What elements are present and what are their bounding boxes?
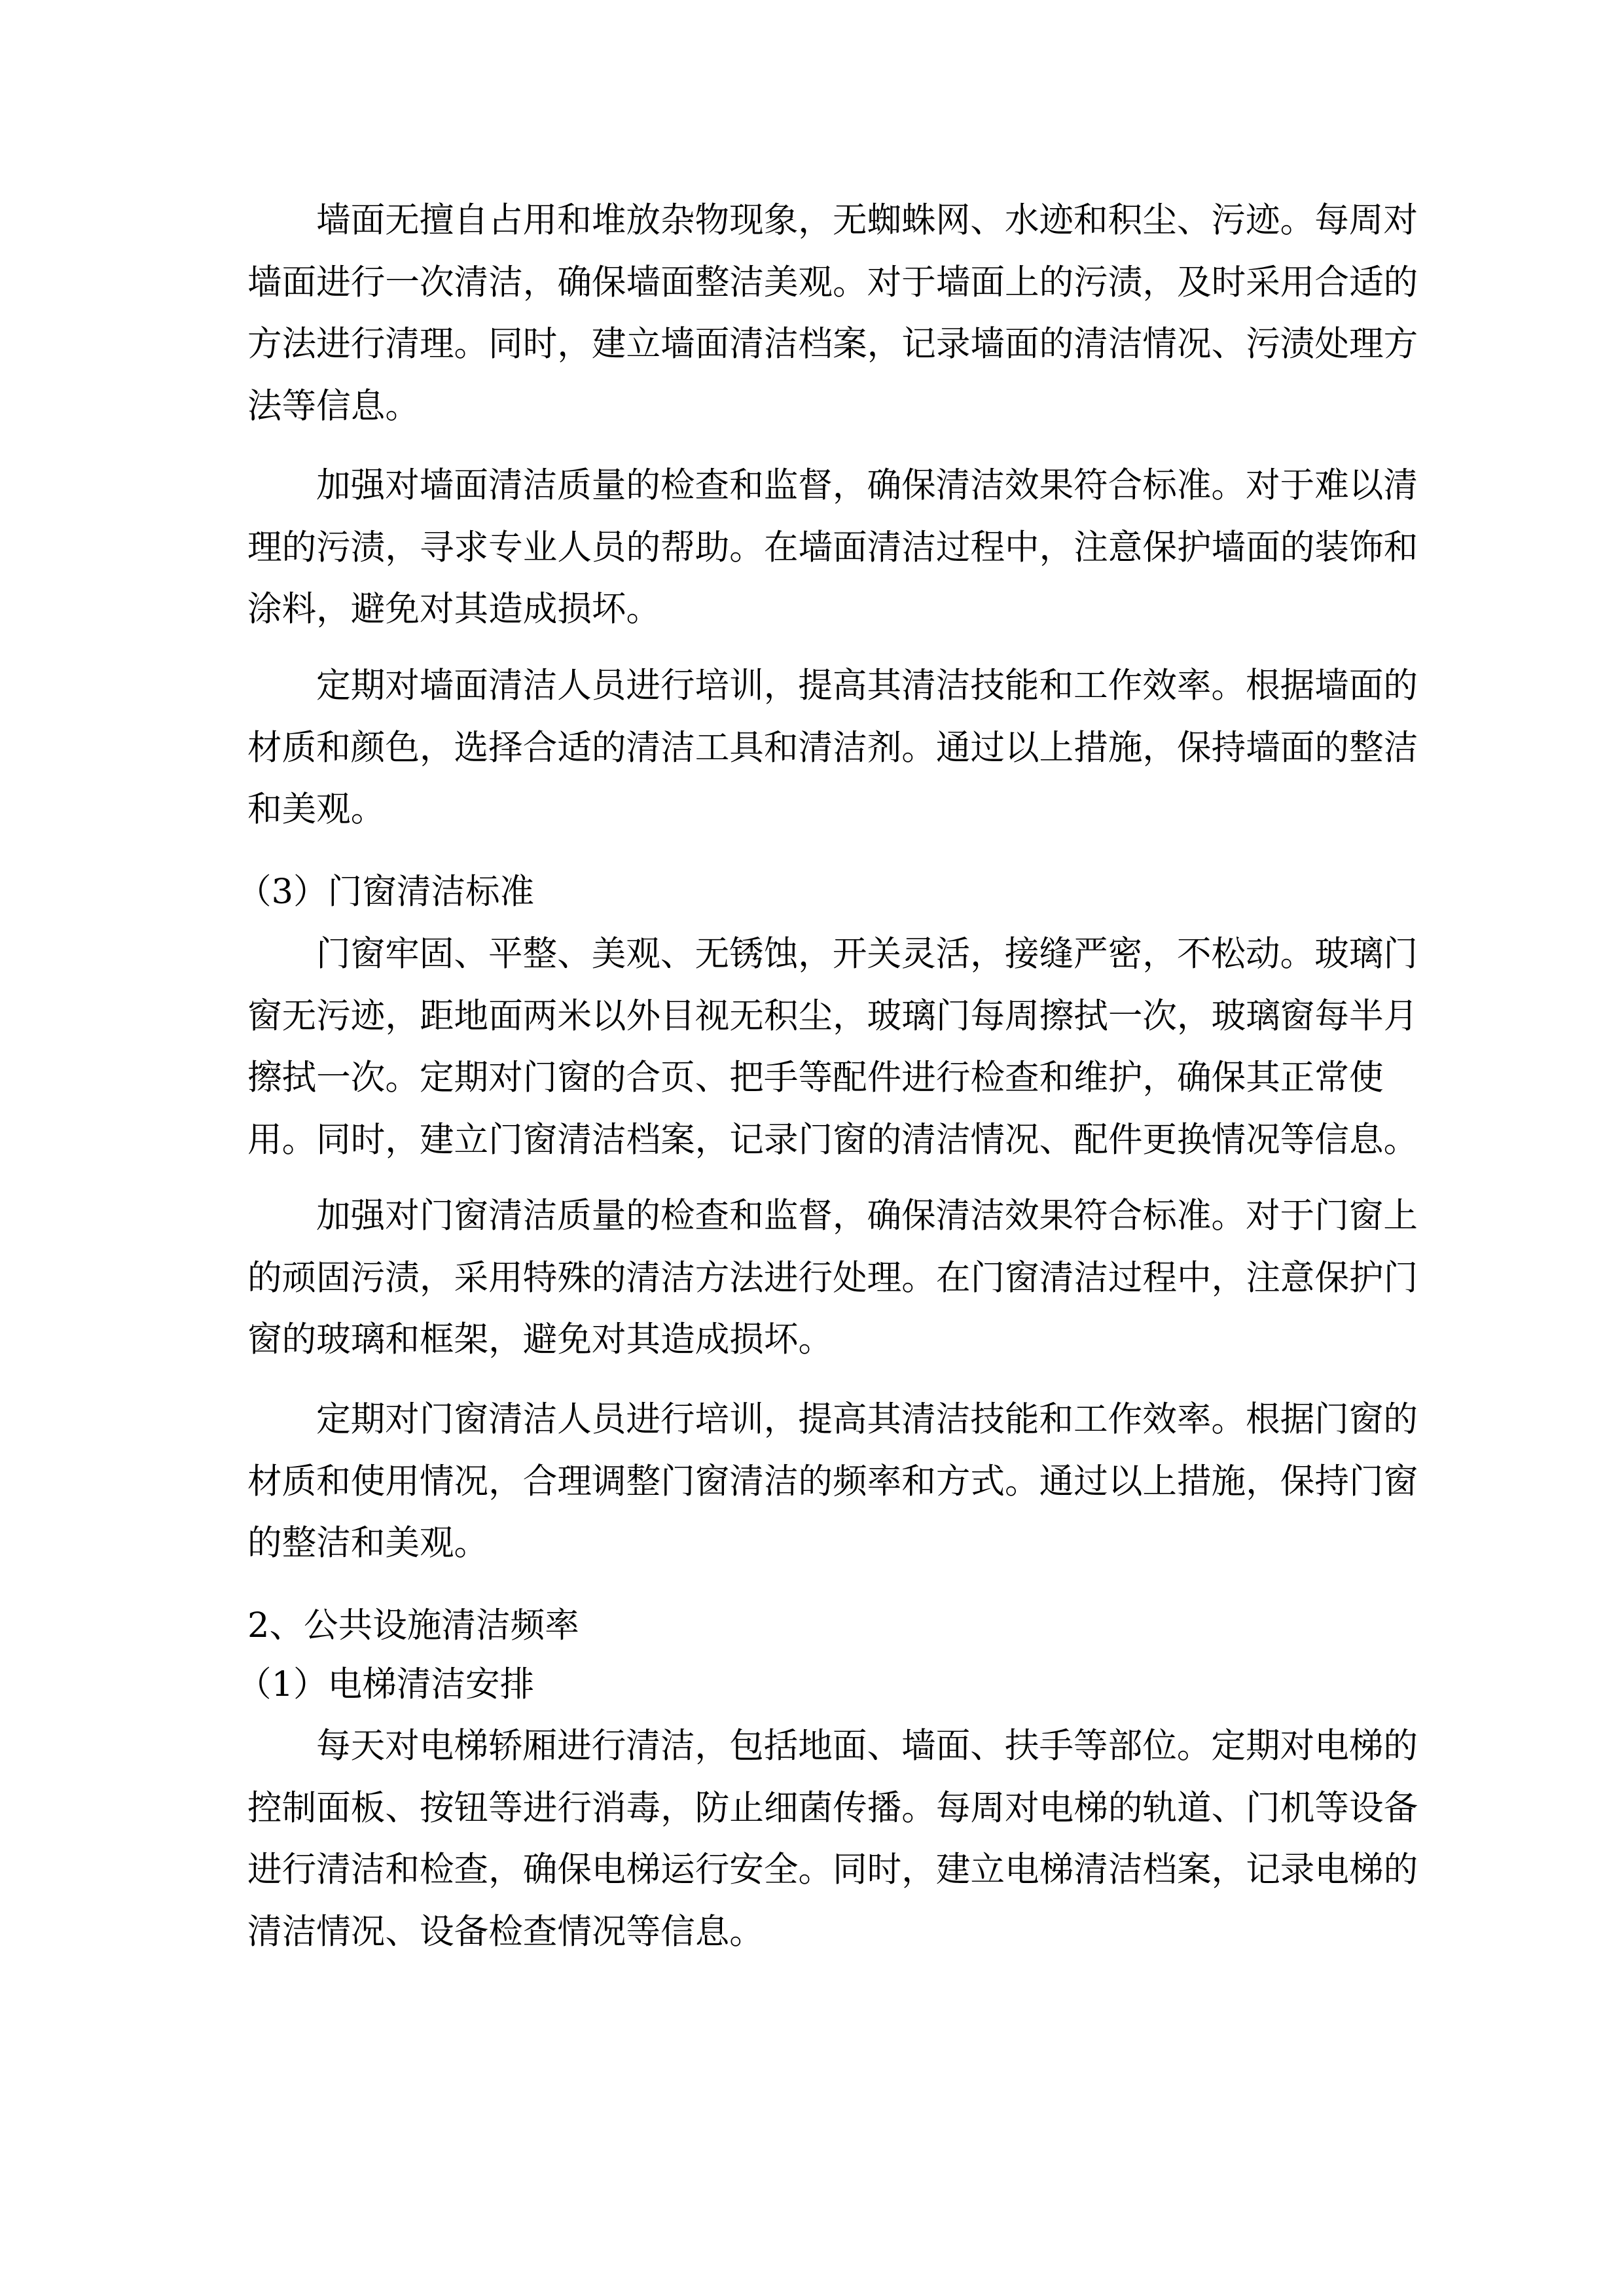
text-line: 定期对门窗清洁人员进行培训，提高其清洁技能和工作效率。根据门窗的 — [316, 1399, 1418, 1439]
paragraph-door-window-inspection — [247, 1185, 1418, 1371]
heading-door-window-standard: （3）门窗清洁标准 — [237, 872, 535, 912]
text-line: 加强对墙面清洁质量的检查和监督，确保清洁效果符合标准。对于难以清 — [316, 465, 1418, 505]
text-line: 涂料，避免对其造成损坏。 — [247, 589, 661, 629]
text-line: 墙面无擅自占用和堆放杂物现象，无蜘蛛网、水迹和积尘、污迹。每周对 — [316, 200, 1418, 240]
text-line: 法等信息。 — [247, 386, 420, 426]
text-line: 擦拭一次。定期对门窗的合页、把手等配件进行检查和维护，确保其正常使 — [247, 1058, 1384, 1098]
text-line: 窗无污迹，距地面两米以外目视无积尘，玻璃门每周擦拭一次，玻璃窗每半月 — [247, 996, 1418, 1036]
text-line: 的整洁和美观。 — [247, 1523, 489, 1563]
text-line: 理的污渍，寻求专业人员的帮助。在墙面清洁过程中，注意保护墙面的装饰和 — [247, 527, 1418, 567]
text-line: 和美观。 — [247, 789, 386, 829]
text-line: 材质和颜色，选择合适的清洁工具和清洁剂。通过以上措施，保持墙面的整洁 — [247, 727, 1418, 768]
text-line: 方法进行清理。同时，建立墙面清洁档案，记录墙面的清洁情况、污渍处理方 — [247, 324, 1418, 364]
text-line: 用。同时，建立门窗清洁档案，记录门窗的清洁情况、配件更换情况等信息。 — [247, 1119, 1418, 1160]
text-line: 进行清洁和检查，确保电梯运行安全。同时，建立电梯清洁档案，记录电梯的 — [247, 1850, 1418, 1890]
paragraph-wall-training — [247, 655, 1418, 841]
paragraph-door-window-training — [247, 1389, 1418, 1575]
text-line: 清洁情况、设备检查情况等信息。 — [247, 1911, 764, 1952]
heading-public-facilities: 2、公共设施清洁频率 — [247, 1605, 579, 1645]
text-line: 材质和使用情况，合理调整门窗清洁的频率和方式。通过以上措施，保持门窗 — [247, 1461, 1418, 1501]
text-line: 门窗牢固、平整、美观、无锈蚀，开关灵活，接缝严密，不松动。玻璃门 — [316, 934, 1418, 974]
text-line: 的顽固污渍，采用特殊的清洁方法进行处理。在门窗清洁过程中，注意保护门 — [247, 1257, 1418, 1298]
heading-elevator-cleaning: （1）电梯清洁安排 — [237, 1664, 535, 1704]
paragraph-wall-inspection — [247, 455, 1418, 641]
text-line: 控制面板、按钮等进行消毒，防止细菌传播。每周对电梯的轨道、门机等设备 — [247, 1787, 1418, 1828]
text-line: 墙面进行一次清洁，确保墙面整洁美观。对于墙面上的污渍，及时采用合适的 — [247, 262, 1418, 302]
paragraph-wall-standard — [247, 190, 1418, 437]
text-line: 加强对门窗清洁质量的检查和监督，确保清洁效果符合标准。对于门窗上 — [316, 1196, 1418, 1236]
paragraph-door-window-standard — [247, 924, 1418, 1171]
text-line: 每天对电梯轿厢进行清洁，包括地面、墙面、扶手等部位。定期对电梯的 — [316, 1726, 1418, 1766]
text-line: 定期对墙面清洁人员进行培训，提高其清洁技能和工作效率。根据墙面的 — [316, 666, 1418, 706]
paragraph-elevator-cleaning — [247, 1715, 1418, 1963]
text-line: 窗的玻璃和框架，避免对其造成损坏。 — [247, 1319, 833, 1359]
